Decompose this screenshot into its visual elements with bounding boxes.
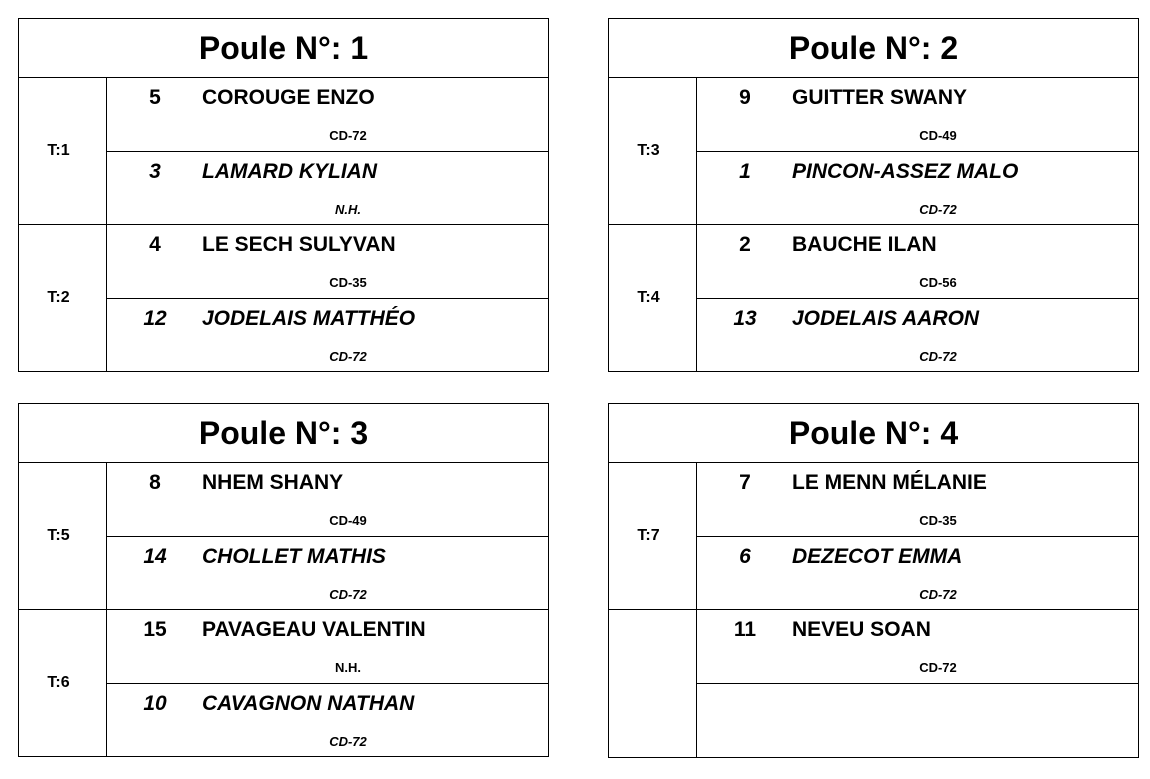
player-row	[107, 298, 548, 371]
player-name: CHOLLET MATHIS	[202, 545, 386, 568]
table-label: T:5	[19, 463, 107, 609]
player-club: CD-72	[919, 660, 957, 675]
player-club: CD-72	[919, 349, 957, 364]
table-label: T:1	[19, 78, 107, 224]
player-row	[107, 225, 548, 298]
player-number: 4	[149, 233, 161, 256]
player-number: 1	[739, 160, 751, 183]
player-row	[697, 151, 1138, 224]
player-club: CD-56	[919, 275, 957, 290]
player-row	[107, 151, 548, 224]
player-name: NEVEU SOAN	[792, 618, 931, 641]
player-number: 12	[143, 307, 167, 330]
player-number: 6	[739, 545, 751, 568]
player-row	[107, 610, 548, 683]
player-row	[107, 683, 548, 756]
table-label: T:7	[609, 463, 697, 609]
poule-card	[18, 403, 549, 757]
table-block	[609, 78, 1138, 225]
table-block	[609, 463, 1138, 610]
table-label: T:2	[19, 225, 107, 371]
player-club: CD-72	[919, 587, 957, 602]
player-row	[697, 225, 1138, 298]
poule-card	[18, 18, 549, 372]
player-number: 9	[739, 86, 751, 109]
player-number: 10	[143, 692, 167, 715]
table-label: T:4	[609, 225, 697, 371]
player-row	[697, 463, 1138, 536]
poule-card	[608, 18, 1139, 372]
player-name: DEZECOT EMMA	[792, 545, 963, 568]
player-row	[107, 536, 548, 609]
player-club: CD-72	[329, 128, 367, 143]
player-number: 11	[733, 618, 757, 641]
poule-card	[608, 403, 1139, 758]
table-block	[609, 610, 1138, 757]
player-row	[107, 78, 548, 151]
player-club: CD-35	[919, 513, 957, 528]
player-club: CD-72	[329, 349, 367, 364]
player-number: 7	[739, 471, 751, 494]
player-club: CD-72	[329, 587, 367, 602]
player-number: 5	[149, 86, 161, 109]
player-name: BAUCHE ILAN	[792, 233, 937, 256]
player-number: 2	[739, 233, 751, 256]
player-row	[697, 536, 1138, 609]
player-row	[697, 78, 1138, 151]
player-name: CAVAGNON NATHAN	[202, 692, 415, 715]
table-label: T:6	[19, 610, 107, 756]
table-block	[609, 225, 1138, 371]
table-block	[19, 78, 548, 225]
player-row	[697, 298, 1138, 371]
table-label: T:3	[609, 78, 697, 224]
player-number: 8	[149, 471, 161, 494]
player-club: CD-72	[919, 202, 957, 217]
player-club: CD-72	[329, 734, 367, 749]
player-number: 15	[143, 618, 167, 641]
poule-title: Poule N°: 4	[609, 404, 1138, 463]
empty-player-slot	[697, 683, 1138, 757]
player-row	[107, 463, 548, 536]
player-name: NHEM SHANY	[202, 471, 344, 494]
player-name: PINCON-ASSEZ MALO	[792, 160, 1019, 183]
player-name: JODELAIS MATTHÉO	[202, 307, 416, 330]
player-club: N.H.	[335, 202, 361, 217]
table-block	[19, 610, 548, 756]
table-block	[19, 463, 548, 610]
player-club: CD-49	[329, 513, 367, 528]
player-name: LAMARD KYLIAN	[202, 160, 377, 183]
player-name: PAVAGEAU VALENTIN	[202, 618, 426, 641]
player-name: GUITTER SWANY	[792, 86, 968, 109]
poule-title: Poule N°: 3	[19, 404, 548, 463]
table-block	[19, 225, 548, 371]
player-number: 13	[733, 307, 757, 330]
player-number: 14	[143, 545, 167, 568]
player-club: N.H.	[335, 660, 361, 675]
table-label	[609, 610, 697, 757]
player-row	[697, 610, 1138, 683]
player-club: CD-49	[919, 128, 957, 143]
player-name: COROUGE ENZO	[202, 86, 375, 109]
poule-title: Poule N°: 1	[19, 19, 548, 78]
player-club: CD-35	[329, 275, 367, 290]
poule-title: Poule N°: 2	[609, 19, 1138, 78]
player-name: LE MENN MÉLANIE	[792, 471, 987, 494]
player-name: JODELAIS AARON	[792, 307, 980, 330]
player-name: LE SECH SULYVAN	[202, 233, 396, 256]
player-number: 3	[149, 160, 161, 183]
